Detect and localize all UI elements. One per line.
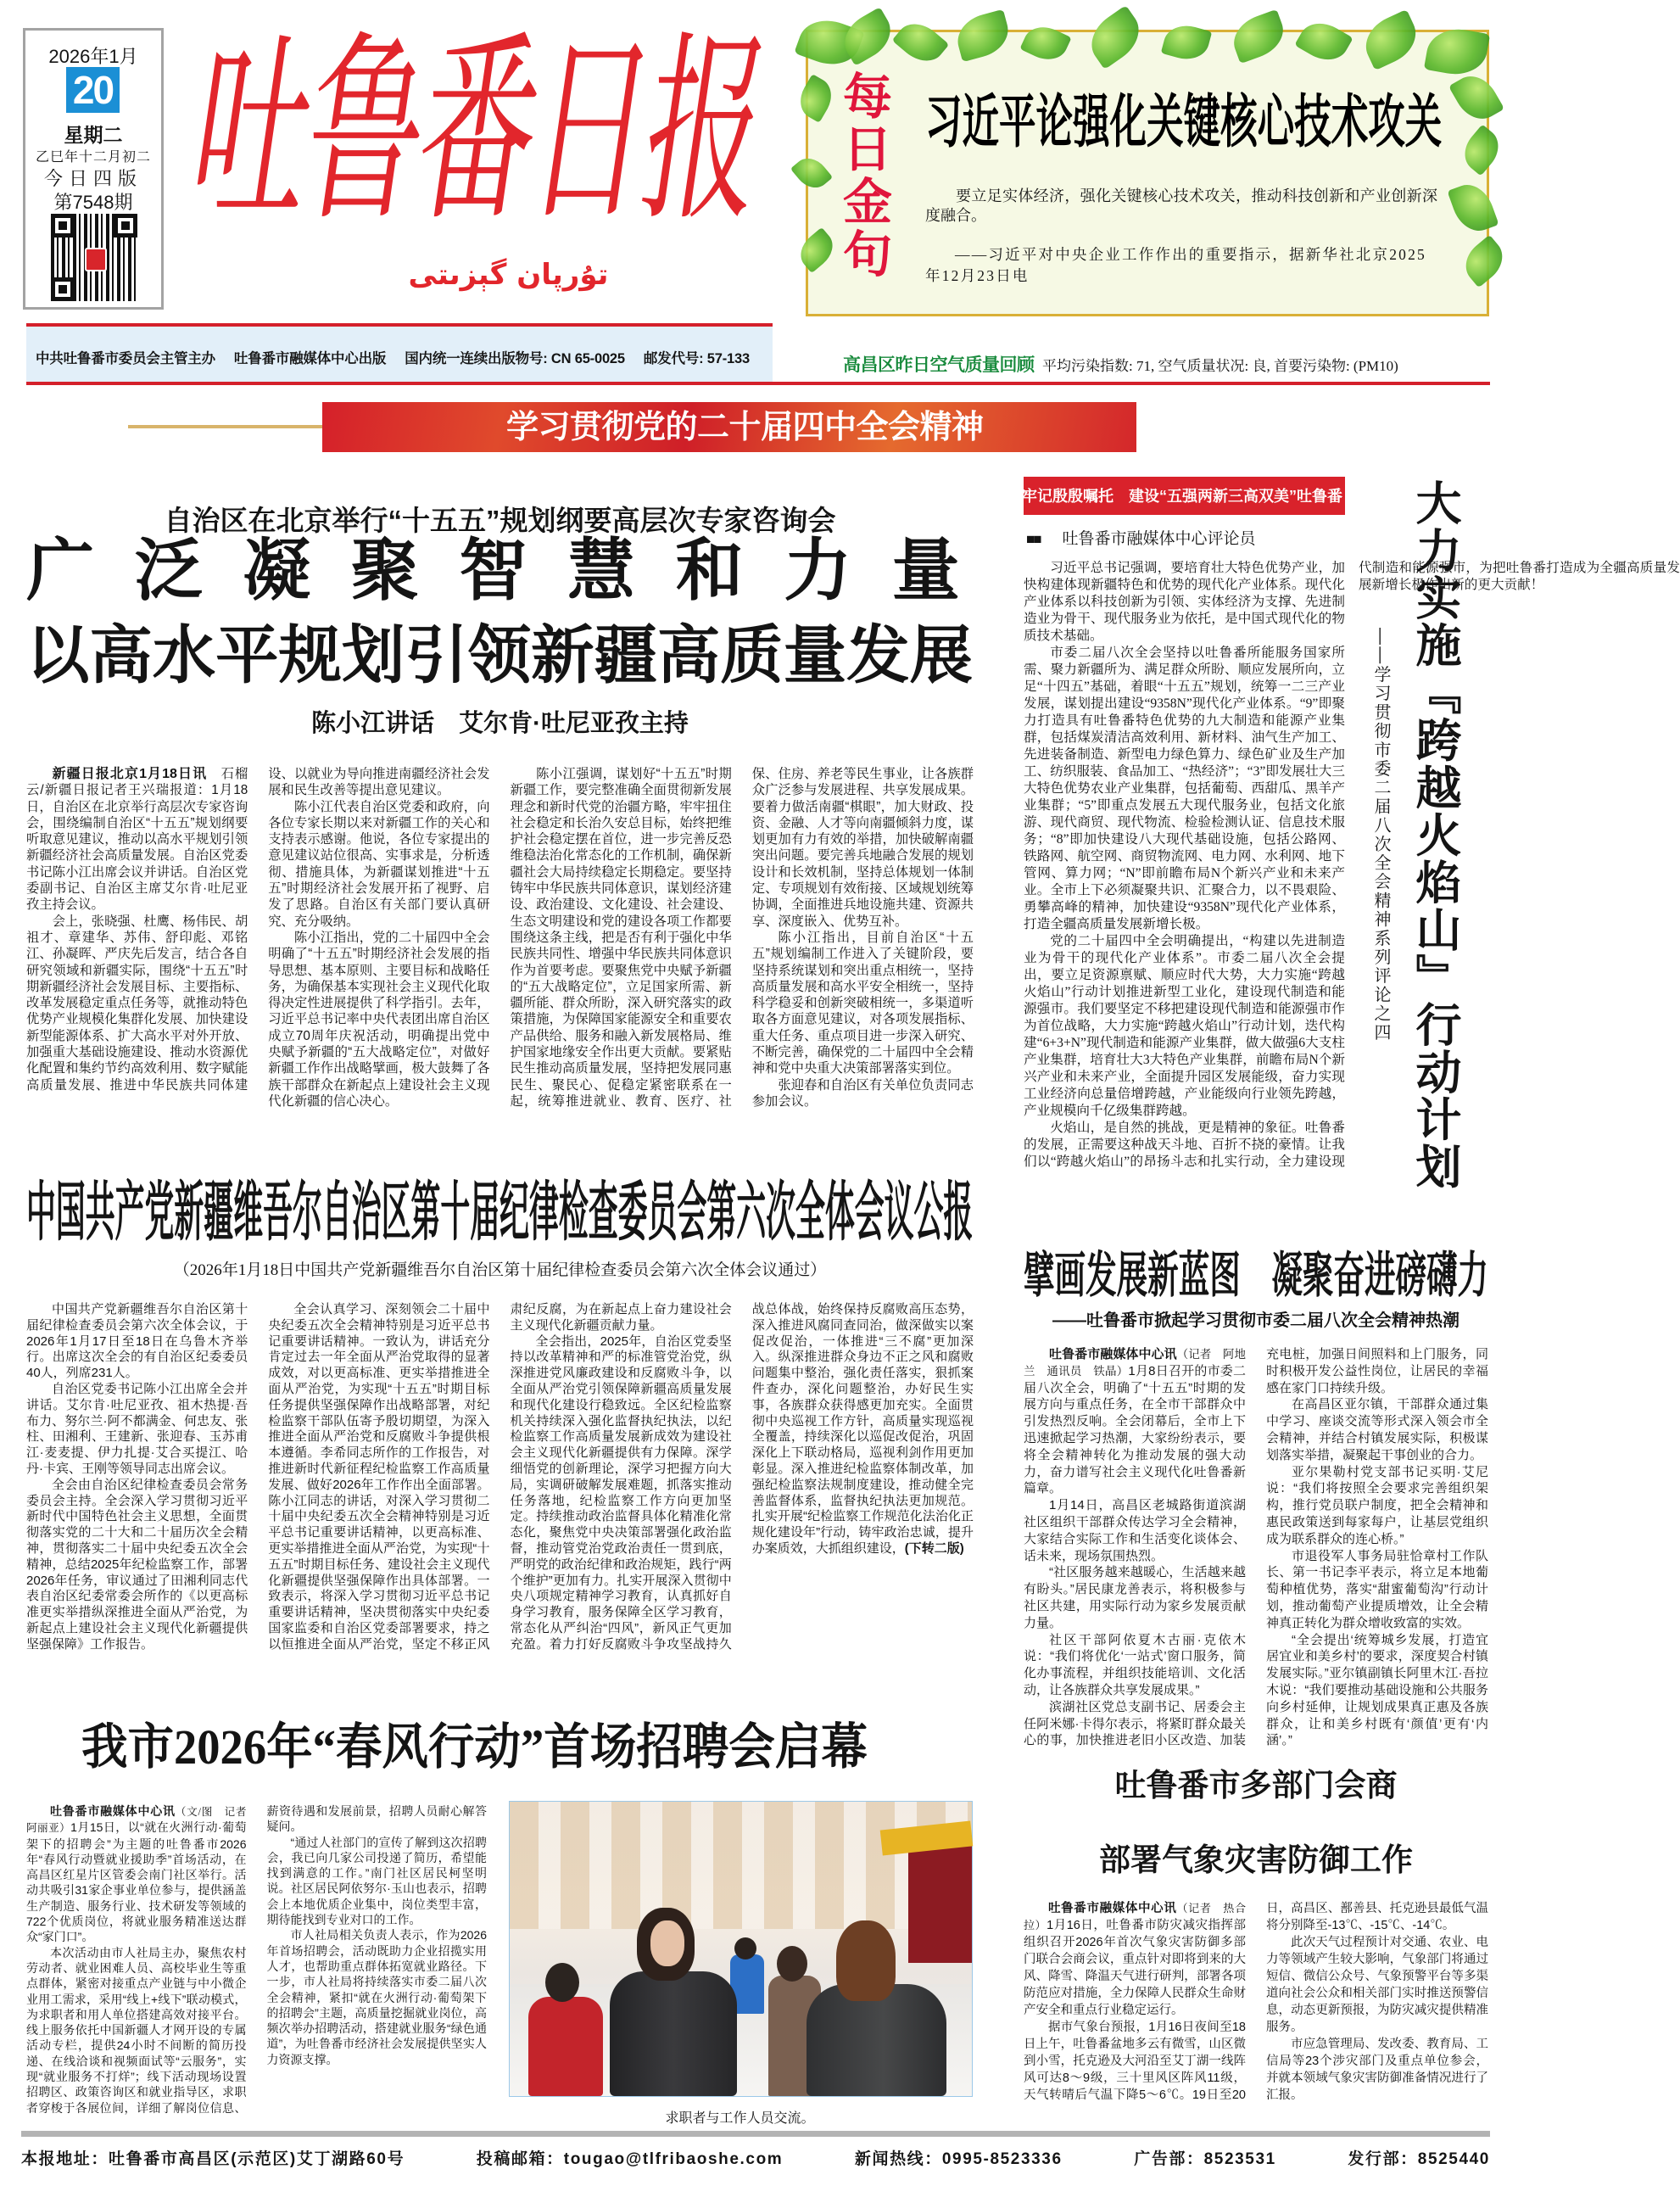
photo-stage-curtain [908,1836,972,1963]
postal-code: 邮发代号: 57-133 [643,351,750,366]
paragraph: 中国共产党新疆维吾尔自治区第十届纪律检查委员会第六次全体会议，于2026年1月17日至18日在乌鲁木齐举行。出席这次全会的有自治区纪委委员40人，列席231人。 [26,1302,248,1381]
footer-divider [21,2131,1490,2137]
paragraph: 此次天气过程预计对交通、农业、电力等领域产生较大影响，气象部门将通过短信、微信公众号、气象预警平台等多渠道向社会公众和相关部门实时推送预警信息，动态更新预报，为防灾减灾提供精准服务。 [1266,1936,1488,2034]
paragraph: 张迎春和自治区有关单位负责同志参加会议。 [751,1077,974,1109]
weather-headline-line2: 部署气象灾害防御工作 [1099,1843,1413,1878]
dateline: 新疆日报北京1月18日讯 [52,767,208,781]
lead-article-byline: 陈小江讲话 艾尔肯·吐尼亚孜主持 [311,710,689,737]
qr-code-icon [51,214,137,301]
section-banner-title: 学习贯彻党的二十届四中全会精神 [506,410,984,445]
lead-article-body [26,766,974,1110]
air-quality-label: 高昌区昨日空气质量回顾 [843,355,1035,375]
photo-figure-face [650,1920,684,1966]
leaf-decoration [1294,14,1353,69]
leaf-decoration [1019,20,1071,67]
commentary-author [1026,526,1256,549]
qr-app-logo-icon [85,248,107,271]
paragraph-text: 1月15日，以“就在火洲行动·葡萄架下的招聘会”为主题的吐鲁番市2026年“春风行动暨就业援助季”首场活动，在高昌区红星片区管委会南门社区举行。活动共吸引31家企事业单位参与，提供涵盖生产制造、服务行业、技术研发等领域的722个优质岗位，将就业服务精准送达群众“家门口”。 [26,1820,247,1944]
job-fair-photo [509,1801,973,2097]
paragraph: 滨湖社区党总支副书记、居委会主任阿米娜·卡得尔表示，将紧盯群众最关心的事，加快推进老旧小区改造、加装充电桩，加强日间照料和上门服务，同时积极开发公益性岗位，让居民的幸福感在家门口持续升级。 [1024,1347,1488,1748]
leaf-decoration [892,14,950,70]
air-quality-summary: 平均污染指数: 71, 空气质量状况: 良, 首要污染物: (PM10) [1042,358,1398,374]
reporter-credit: （记者 阿地兰 通讯员 铁晶） [1024,1348,1246,1378]
paragraph: 据市气象台预报，1月16日夜间至18日上午，吐鲁番盆地多云有微雪，山区微到小雪，托克逊及大河沿至艾丁湖一线阵风可达8～9级，三十里风区阵风11级，天气转晴后气温下降5～6℃。19日至20日，高昌区、鄯善县、托克逊县最低气温将分别降至-13℃、-15℃、-14℃。 [1024,1902,1488,2102]
footer-hotline: 新闻热线：0995-8523336 [854,2150,1063,2168]
paragraph: 陈小江指出，党的二十届四中全会明确了“十五五”时期经济社会发展的指导思想、基本原则、主要目标和战略任务，为确保基本实现社会主义现代化取得决定性进展提供了科学指引。去年，习近平总书记率中央代表团出席自治区成立70周年庆祝活动，明确提出党中央赋予新疆的“五大战略定位”，对做好新疆工作作出战略擘画，极大鼓舞了各族干部群众在新起点上建设社会主义现代化新疆的信心决心。 [268,930,490,1109]
paragraph [26,766,248,914]
leaf-decoration [790,151,833,194]
leaf-decoration [1081,5,1149,70]
leaf-decoration [1161,20,1213,64]
paragraph: 在高昌区亚尔镇，干部群众通过集中学习、座谈交流等形式深入领会市全会精神，并结合村镇发展实际，积极谋划落实举措，凝聚起干事创业的合力。 [1266,1397,1488,1462]
pages-today: 今日四版 [43,168,142,189]
photo-figure-head [777,1946,807,1982]
commentary-series-banner-text: 牢记殷殷嘱托 建设“五强两新三高双美”吐鲁番 [1022,488,1342,505]
leaf-decoration [1457,235,1511,288]
leaf-decoration [1357,9,1424,70]
paragraph: 市退役军人事务局驻恰章村工作队长、第一书记李平表示，将立足本地葡萄种植优势，落实“甜蜜葡萄沟”行动计划，推动葡萄产业提质增效，让全会精神真正转化为群众增收致富的实效。 [1266,1548,1488,1630]
paragraph-text: 全会指出，2025年，自治区党委坚持以改革精神和严的标准管党治党，纵深推进党风廉政建设和反腐败斗争，以全面从严治党引领保障新疆高质量发展和现代化建设行稳致远。全区纪检监察机关持续深入强化监督执纪执法，以纪检监察工作高质量发展新成效为建设社会主义现代化新疆提供有力保障。深学细悟党的创新理论，深学习把握方向大局，实调研破解发展难题，抓落实推动任务落地，纪检监察工作方向更加坚定。持续推动政治监督具体化精准化常态化，聚焦党中央决策部署强化政治监督，推动管党治党政治责任一贯到底，严明党的政治纪律和政治规矩，践行“两个维护”更加有力。扎实开展深入贯彻中央八项规定精神学习教育，认真抓好自身学习教育，服务保障全区学习教育，常态化从严纠治“四风”，新风正气更加充盈。着力打好反腐败斗争攻坚战持久战总体战，始终保持反腐败高压态势，深入推进风腐同查同治，做深做实以案促改促治，一体推进“三不腐”更加深入。纵深推进群众身边不正之风和腐败问题集中整治，强化责任落实，狠抓案件查办，深化问题整治，办好民生实事，各族群众获得感更加充实。全面贯彻中央巡视工作方针，高质量实现巡视全覆盖，持续深化以巡促改促治，巩固深化上下联动格局，巡视利剑作用更加彰显。深入推进纪检监察体制改革，加强纪检监察法规制度建设，推动健全完善监督体系，监督执纪执法更加规范。扎实开展“纪检监察工作规范化法治化正规化建设年”行动，铸牢政治忠诚，提升办案质效，大抓组织建设， [510,1302,974,1652]
footer-email: 投稿邮箱：tougao@tlfribaoshe.com [476,2150,784,2168]
lead-article-headline-line1: 广泛凝聚智慧和力量 [26,534,1001,609]
paragraph: 陈小江代表自治区党委和政府，向各位专家长期以来对新疆工作的关心和支持表示感谢。他说，各位专家提出的意见建议站位很高、实事求是，分析透彻、措施具体，为新疆谋划推进“十五五”时期经济社会发展开拓了视野、启发了思路。自治区有关部门要认真研究、充分吸纳。 [268,799,490,929]
paragraph: 1月14日，高昌区老城路街道滨湖社区组织干部群众传达学习全会精神，大家结合实际工作和生活变化谈体会、话未来，现场氛围热烈。 [1024,1498,1246,1563]
qr-finder-mark [51,277,75,301]
paragraph: 陈小江指出，目前自治区“十五五”规划编制工作进入了关键阶段，要坚持系统谋划和突出重点相统一，坚持高质量发展和高水平安全相统一，坚持科学稳妥和创新突破相统一，多渠道听取各方面意见建议，对各项发展指标、重大任务、重点项目进一步深入研究、不断完善，确保党的二十届四中全会精神和党中央重大决策部署落实到位。 [751,930,974,1076]
study-report-subtitle: ——吐鲁番市掀起学习贯彻市委二届八次全会精神热潮 [1052,1311,1460,1330]
paragraph: “通过人社部门的宣传了解到这次招聘会，我已向几家公司投递了简历，希望能找到满意的工作。”南门社区居民柯坚明说。社区居民阿依努尔·玉山也表示，招聘会上本地优质企业集中，岗位类型丰富，期待能找到专业对口的工作。 [266,1835,487,1927]
leaf-decoration [1227,9,1290,64]
issue-number: 第7548期 [53,192,133,213]
date-box [23,28,164,310]
leaf-decoration [1447,178,1499,238]
sponsor: 中共吐鲁番市委员会主管主办 [36,351,215,366]
masthead-logo: 吐鲁番日报 [186,22,751,246]
paragraph: 自治区党委书记陈小江出席全会并讲话。艾尔肯·吐尼亚孜、祖木热提·吾布力、努尔兰·阿不都满金、何忠友、张柱、田湘利、王建新、张迎春、玉苏甫江·麦麦提、伊力扎提·艾合买提江、哈丹·卡宾、王刚等领导同志出席会议。 [26,1381,248,1476]
paragraph: 市人社局相关负责人表示，作为2026年首场招聘会，活动既助力企业招揽实用人才，也帮助重点群体拓宽就业路径。下一步，市人社局将持续落实市委二届八次全会精神，紧扣“就在火洲行动·葡萄架下的招聘会”主题，高质量挖掘就业岗位，高频次举办招聘活动，搭建就业服务“绿色通道”，为吐鲁番市经济社会发展提供坚实人力资源支撑。 [266,1928,487,2066]
commentary-subtitle: ——学习贯彻市委二届八次全会精神系列评论之四 [1371,628,1390,1043]
photo-curtains [510,1802,972,1929]
paragraph [1024,1346,1246,1497]
banner-gold-line [128,425,322,428]
paragraph [26,1803,258,1945]
photo-figure-black-puffer-left [610,1971,737,2096]
footer-contact-bar [21,2146,1490,2169]
photo-figure-head [545,1963,579,2002]
header-divider [26,382,1490,385]
leaf-decoration [793,227,840,273]
publisher-bar [26,323,773,383]
paragraph: 亚尔果勒村党支部书记买明·艾尼说：“我们将按照全会要求完善组织架构，推行党员联户制度，把全会精神和惠民政策送到每家每户，让基层党组织成为联系群众的连心桥。” [1266,1464,1488,1546]
serial-number: 国内统一连续出版物号: CN 65-0025 [405,351,625,366]
reporter-credit: （记者 热合拉） [1024,1902,1246,1931]
weather-report-body [1024,1900,1488,2122]
reporter-credit: （文/图 记者 阿丽亚） [26,1806,258,1835]
commentary-title: 大力实施『跨越火焰山』行动计划 [1409,479,1460,1191]
paragraph: 全会认真学习、深刻领会二十届中央纪委五次全会精神特别是习近平总书记重要讲话精神。一致认为，讲话充分肯定过去一年全面从严治党取得的显著成效，对以更高标准、更实举措推进全面从严治党，为实现“十五五”时期目标任务提供坚强保障作出战略部署，对纪检监察干部队伍寄予殷切期望，为深入推进全面从严治党和反腐败斗争提供根本遵循。李希同志所作的工作报告，对推进新时代新征程纪检监察工作高质量发展、做好2026年工作作出全面部署。陈小江同志的讲话，对深入学习贯彻二十届中央纪委五次全会精神特别是习近平总书记重要讲话精神，以更高标准、更实举措推进全面从严治党，为实现“十五五”时期目标任务、建设社会主义现代化新疆提供坚强保障作出具体部署。一致表示，将深入学习贯彻习近平总书记重要讲话精神，坚决贯彻落实中央纪委国家监委和自治区党委部署要求，持之以恒推进全面从严治党，坚定不移正风肃纪反腐，为在新起点上奋力建设社会主义现代化新疆贡献力量。 [268,1302,732,1652]
paragraph: 习近平总书记强调，要培育壮大特色优势产业，加快构建体现新疆特色和优势的现代化产业体系。现代化产业体系以科技创新为引领、实体经济为支撑、先进制造业为骨干、现代服务业为依托，是中国式现代化的物质技术基础。 [1024,561,1345,643]
paragraph: “全会提出‘统筹城乡发展，打造宜居宜业和美乡村’的要求，深度契合村镇发展实际。”亚尔镇副镇长阿里木江·吾拉木说：“我们要推动基础设施和公共服务向乡村延伸，让规划成果真正惠及各族群众，让和美乡村既有‘颜值’更有‘内涵’。” [1266,1632,1488,1748]
publisher-info [36,347,768,367]
lead-article-kicker: 自治区在北京举行“十五五”规划纲要高层次专家咨询会 [164,505,836,536]
dateline: 吐鲁番市融媒体中心讯 [1048,1902,1177,1915]
daily-quote-title: 习近平论强化关键核心技术攻关 [925,90,1443,154]
issue-day-badge: 20 [66,67,120,113]
paragraph-text: 1月8日召开的市委二届八次全会，明确了“十五五”时期的发展方向与重点任务，在全市干部群众中引发热烈反响。全会闭幕后，全市上下迅速掀起学习热潮，大家纷纷表示，要将全会精神转化为推动发展的强大动力，奋力谱写社会主义现代化吐鲁番新篇章。 [1024,1363,1246,1496]
paragraph-text: 1月16日，吐鲁番市防灾减灾指挥部组织召开2026年首次气象灾害防御多部门联合会商会议，重点针对即将到来的大风、降雪、降温天气进行研判，部署各项防范应对措施，全力保障人民群众生命财产安全和重点行业稳定运行。 [1024,1919,1246,2017]
leaf-decoration [793,74,839,123]
footer-address: 本报地址：吐鲁番市高昌区(示范区)艾丁湖路60号 [21,2150,405,2168]
photo-figure-head [734,1937,756,1959]
publisher: 吐鲁番市融媒体中心出版 [233,351,387,366]
masthead-uyghur-name: تۇرپان گېزىتى [408,258,609,292]
council-report-subtitle: （2026年1月18日中国共产党新疆维吾尔自治区第十届纪律检查委员会第六次全体会议通过） [173,1261,827,1279]
commentary-series-banner [1024,477,1345,515]
paragraph: 党的二十届四中全会明确提出，“构建以先进制造业为骨干的现代化产业体系”。市委二届八次全会提出，要立足资源禀赋、顺应时代大势，大力实施“跨越火焰山”行动计划推进新型工业化，建设现代制造和能源强市。我们要坚定不移把建设现代制造和能源强市作为首位战略，大力实施“跨越火焰山”行动计划，迭代构建“6+3+N”现代制造和能源产业集群，做大做强6大支柱产业集群，培育壮大3大特色产业集群，前瞻布局N个新兴产业和未来产业，全面提升园区发展能级，奋力实现工业经济向总量倍增跨越，产业能级向行业领先跨越，产业规模向千亿级集群跨越。 [1024,934,1345,1118]
study-report-headline: 擘画发展新蓝图 凝聚奋进磅礴力 [1024,1248,1489,1303]
paragraph: 市委二届八次全会坚持以吐鲁番所能服务国家所需、聚力新疆所为、满足群众所盼、顺应发展所向，立足“十四五”基础，着眼“十五五”规划，统筹一二三产业发展，谋划提出建设“9358N”现代化产业体系。“9”即聚力打造具有吐鲁番特色优势的九大制造和能源产业集群，包括煤炭清洁高效利用、新材料、油气生产加工、先进装备制造、新型电力绿色算力、绿色矿业及生产加工、纺织服装、食品加工、“热经济”；“3”即发展壮大三大特色优势农业产业集群，包括葡萄、西甜瓜、黑羊产业集群；“5”即重点发展五大现代服务业，包括文化旅游、现代商贸、现代物流、检验检测认证、信息技术服务；“8”即加快建设八大现代基础设施，包括公路网、铁路网、航空网、商贸物流网、电力网、水利网、地下管网、算力网；“N”即前瞻布局N个新兴产业和未来产业。全市上下必须凝聚共识、汇聚合力，以不畏艰险、勇攀高峰的精神，加快建设“9358N”现代化产业体系，打造全疆高质量发展新增长极。 [1024,646,1345,931]
paragraph [1024,1900,1246,2019]
job-fair-body [26,1803,487,2117]
paragraph: 本次活动由市人社局主办，聚焦农村劳动者、就业困难人员、高校毕业生等重点群体，紧密对接重点产业链与中小微企业用工需求，采用“线上+线下”联动模式，为求职者和用人单位搭建高效对接平台。线上服务依托中国新疆人才网开设的专属活动专栏，提供24小时不间断的简历投递、在线洽谈和视频面试等“云服务”，实现“就业服务不打烊”；线下活动现场设置招聘区、政策咨询区和就业指导区，求职者穿梭于各展位间，详细了解岗位信息、薪资待遇和发展前景，招聘人员耐心解答疑问。 [26,1804,487,2115]
photo-figure-head [836,1920,896,2001]
photo-caption: 求职者与工作人员交流。 [665,2111,815,2126]
leaf-decoration [1448,68,1504,127]
section-banner [322,402,1136,452]
paragraph: 市应急管理局、发改委、教育局、工信局等23个涉灾部门及重点单位参会，并就本领域气象灾害防御准备情况进行了汇报。 [1266,2038,1488,2102]
qr-finder-mark [51,214,75,238]
leaf-decoration [1424,24,1490,79]
leaf-decoration [952,9,1013,62]
author-marker-icon: ■■ [1026,531,1041,547]
footer-distribution: 发行部：8525440 [1348,2150,1490,2168]
leaf-decoration [1456,124,1507,176]
job-fair-headline: 我市2026年“春风行动”首场招聘会启幕 [81,1719,868,1775]
qr-finder-mark [114,214,137,238]
paragraph: 全会由自治区纪律检查委员会常务委员会主持。全会深入学习贯彻习近平新时代中国特色社会主义思想，全面贯彻落实党的二十大和二十届历次全会精神，贯彻落实二十届中央纪委五次全会精神，总结2025年纪检监察工作，部署2026年任务，审议通过了田湘利同志代表自治区纪委常委会所作的《以更高标准更实举措纵深推进全面从严治党，为新起点上建设社会主义现代化新疆提供坚强保障》工作报告。 [26,1477,248,1652]
paragraph: 火焰山，是自然的挑战，更是精神的象征。吐鲁番的发展，正需要这种战天斗地、百折不挠的豪情。让我们以“跨越火焰山”的昂扬斗志和扎实行动，全力建设现代制造和能源强市，为把吐鲁番打造成为全疆高质量发展新增长极作出新的更大贡献！ [1024,561,1680,1169]
issue-weekday: 星期二 [64,124,123,146]
study-report-body [1024,1346,1488,1750]
paragraph: “社区服务越来越暖心，生活越来越有盼头。”居民康龙善表示，将积极参与社区共建，用实际行动为家乡发展贡献力量。 [1024,1565,1246,1630]
council-report-headline: 中国共产党新疆维吾尔自治区第十届纪律检查委员会第六次全体会议公报 [26,1177,974,1249]
paragraph-text: 石榴云/新疆日报记者王兴瑞报道：1月18日，自治区在北京举行高层次专家咨询会，围绕编制自治区“十五五”规划纲要听取意见建议，推动以高水平规划引领新疆经济社会高质量发展。自治区党委书记陈小江出席会议并讲话。自治区党委副书记、自治区主席艾尔肯·吐尼亚孜主持会议。 [26,767,248,913]
daily-quote-box [806,30,1489,316]
continued-on-page-2: (下转二版) [904,1540,964,1556]
lunar-date: 乙巳年十二月初二 [35,150,151,165]
paragraph [511,1302,974,1653]
paragraph: 陈小江强调，谋划好“十五五”时期新疆工作，要完整准确全面贯彻新发展理念和新时代党的治疆方略，牢牢扭住社会稳定和长治久安总目标，始终把维护社会稳定摆在首位，进一步完善反恐维稳法治化常态化的工作机制，确保新疆社会大局持续稳定长期稳定。要坚持铸牢中华民族共同体意识，谋划经济建设、政治建设、文化建设、社会建设、生态文明建设和党的建设各项工作都要围绕这条主线，把是否有利于强化中华民族共同性、增强中华民族共同体意识作为首要考虑。要聚焦党中央赋予新疆的“五大战略定位”，立足国家所需、新疆所能、群众所盼，深入研究落实的政策措施，为保障国家能源安全和重要农产品供给、服务和融入新发展格局、维护国家地缘安全作出更大贡献。要紧贴民生推动高质量发展，坚持把发展同惠民生、聚民心、促稳定紧密联系在一起，统筹推进就业、教育、医疗、社保、住房、养老等民生事业，让各族群众广泛参与发展进程、共享发展成果。要着力做活南疆“棋眼”，加大财政、投资、金融、人才等向南疆倾斜力度，谋划更加有力有效的举措，加快破解南疆突出问题。要完善兵地融合发展的规划设计和长效机制，坚持总体规划一体制定、专项规划有效衔接、区域规划统筹协调，全面推进兵地设施共建、资源共享、深度嵌入、优势互补。 [510,767,974,1109]
daily-quote-label: 每日金句 [835,70,890,281]
commentary-author-name: 吐鲁番市融媒体中心评论员 [1062,530,1256,548]
daily-quote-text: 要立足实体经济，强化关键核心技术攻关，推动科技创新和产业创新深度融合。 [925,187,1437,224]
paragraph: 会上，张晓强、杜鹰、杨伟民、胡祖才、章建华、苏伟、舒印彪、邓铭江、孙凝晖、严庆先后发言，结合各自研究领域和新疆实际，围绕“十五五”时期新疆经济社会发展目标、主要指标、改革发展稳定重点任务等，就推动特色优势产业规模化集群化发展、加快建设新型能源体系、扩大高水平对外开放、加强重大基础设施建设、推动水资源优化配置和集约节约高效利用、数字赋能高质量发展、推进中华民族共同体建设、以就业为导向推进南疆经济社会发展和民生改善等提出意见建议。 [26,767,490,1093]
issue-year-month: 2026年1月 [48,46,138,67]
footer-ad-dept: 广告部：8523531 [1134,2150,1276,2168]
daily-quote-source: ——习近平对中央企业工作作出的重要指示，据新华社北京2025年12月23日电 [925,246,1426,284]
dateline: 吐鲁番市融媒体中心讯 [1049,1347,1177,1361]
paragraph: 社区干部阿依夏木古丽·克依木说：“我们将优化‘一站式’窗口服务，简化办事流程，并组织技能培训、文化活动，让各族群众共享发展成果。” [1024,1632,1246,1697]
dateline: 吐鲁番市融媒体中心讯 [50,1804,176,1818]
weather-headline-line1: 吐鲁番市多部门会商 [1114,1769,1398,1803]
council-report-body [26,1302,974,1653]
photo-figure-red-jacket [528,1997,603,2096]
lead-article-headline-line2: 以高水平规划引领新疆高质量发展 [26,622,973,691]
